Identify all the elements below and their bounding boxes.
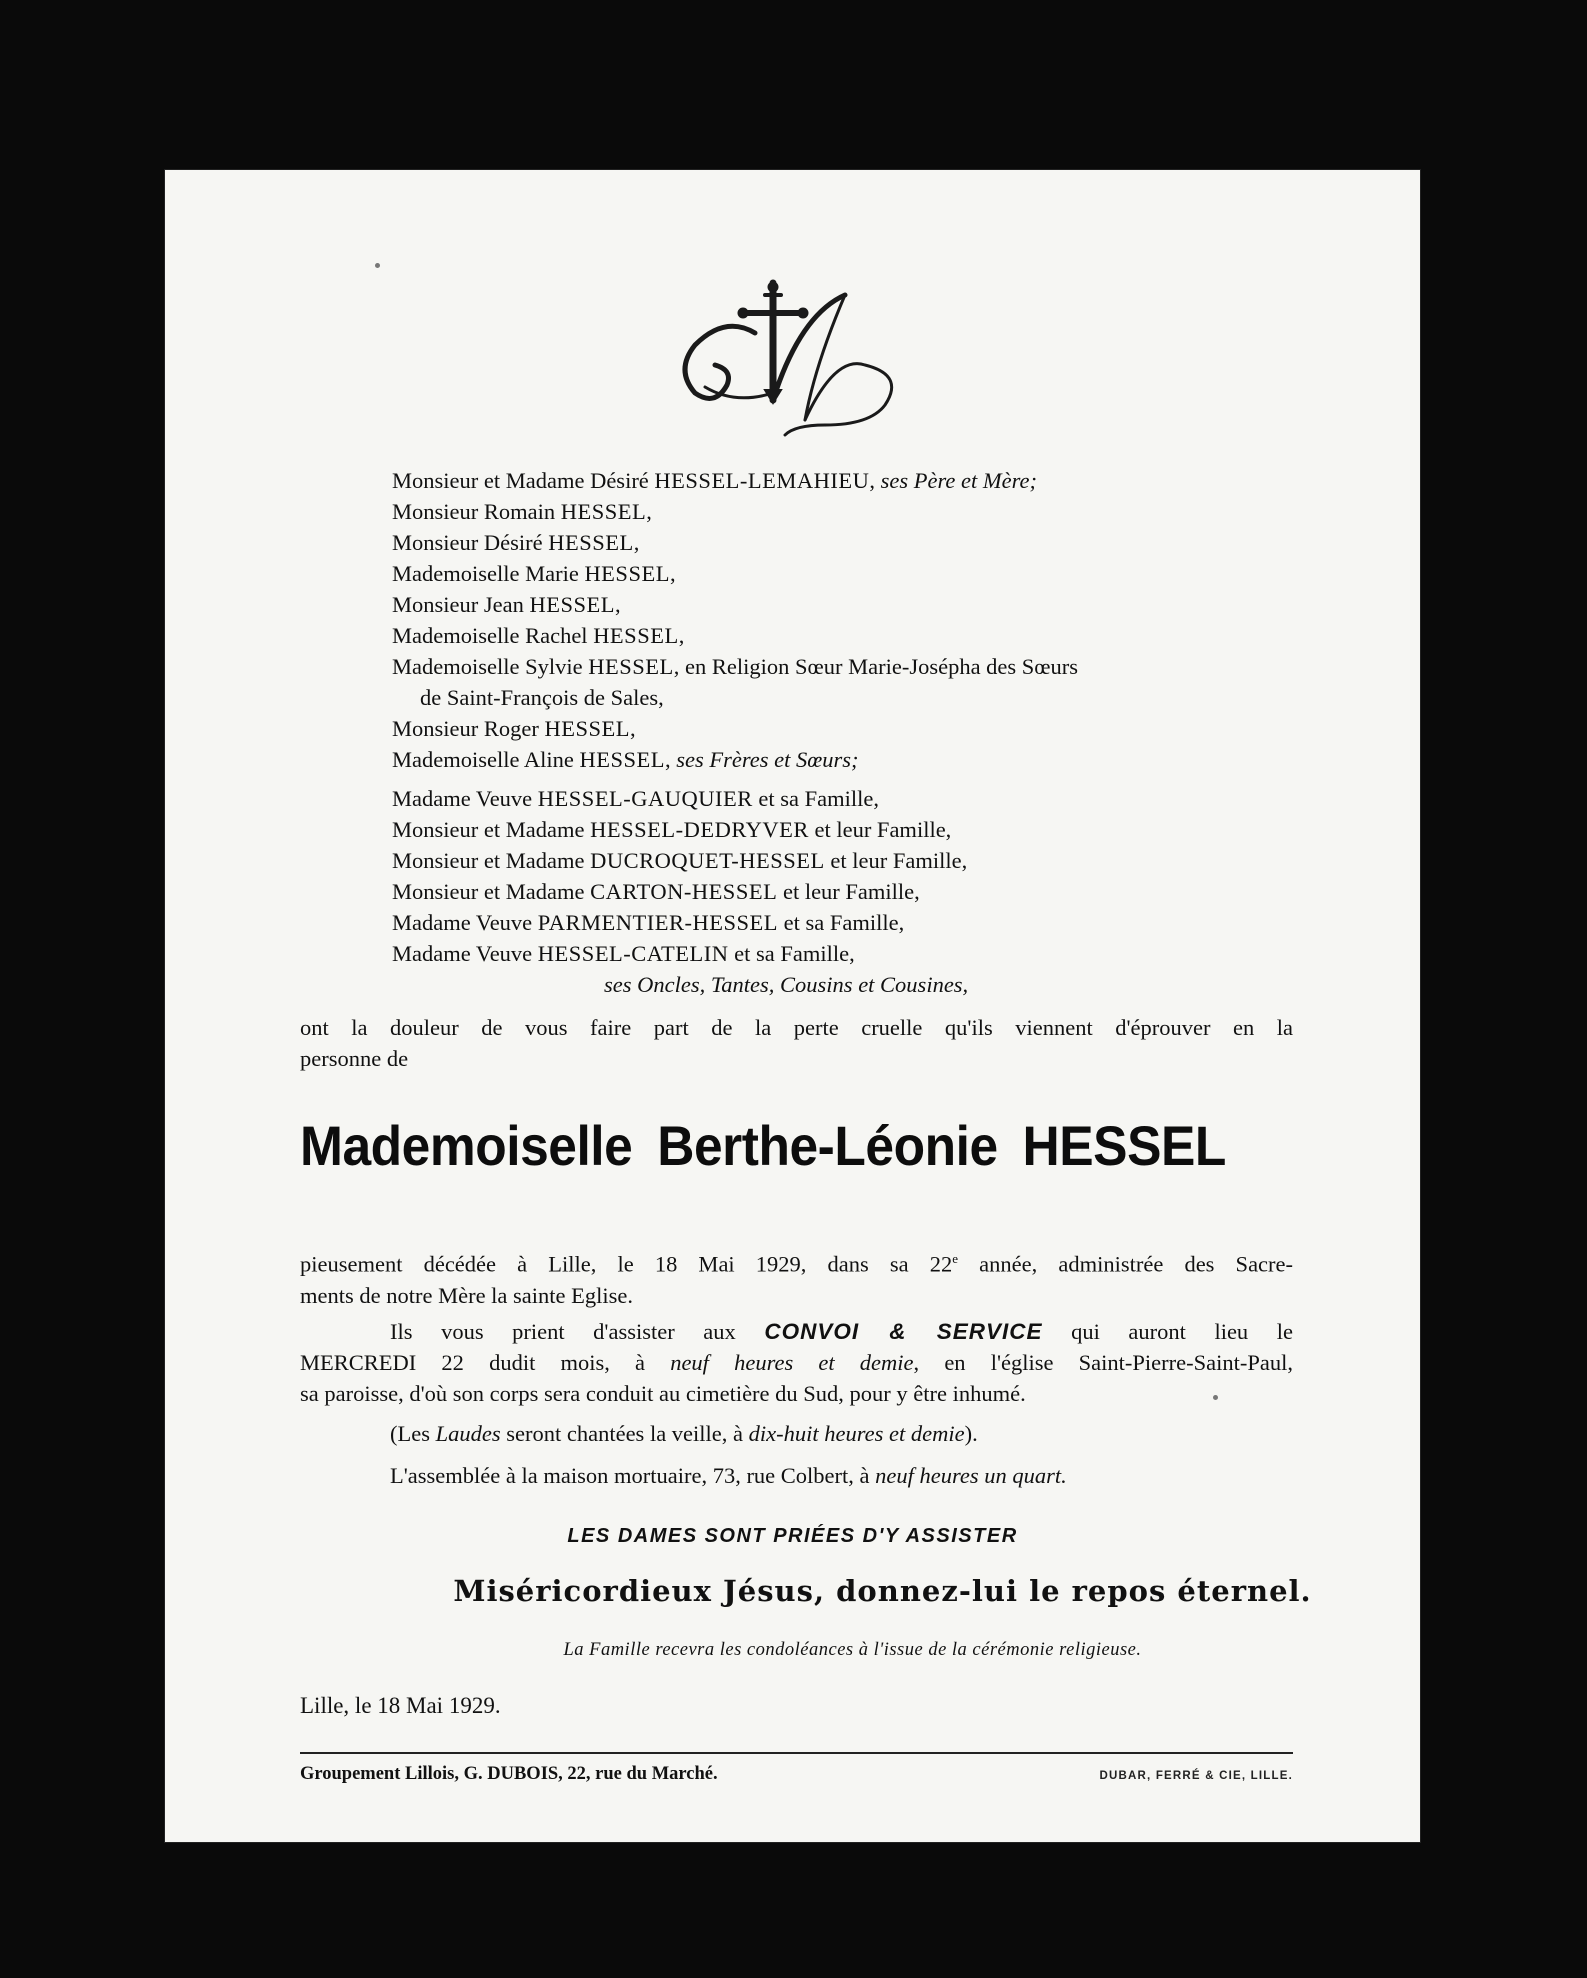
announcement-paragraph [300, 1012, 1293, 1074]
relatives-list [392, 783, 1078, 969]
relative-line [392, 938, 1078, 969]
announcement-line-1: ont la douleur de vous faire part de la perte cruelle qu'ils viennent d'éprouver en la [300, 1015, 1293, 1040]
sibling-line [392, 558, 1078, 589]
person-suffix: et leur Famille, [777, 879, 920, 904]
person-title: Monsieur et Madame [392, 879, 591, 904]
siblings-list [392, 496, 1078, 682]
convoi-service-label: CONVOI & SERVICE [764, 1319, 1043, 1344]
person-suffix: et leur Famille, [824, 848, 968, 873]
deceased-name: Mademoiselle Berthe-Léonie HESSEL [300, 1114, 1226, 1177]
relative-line [392, 783, 1078, 814]
person-title: Monsieur et Madame [392, 817, 591, 842]
service-time: neuf heures et demie [670, 1350, 914, 1375]
service-church: , en l'église Saint-Pierre-Saint-Paul, [913, 1350, 1293, 1375]
person-suffix: , [646, 499, 652, 524]
person-suffix: et leur Famille, [808, 817, 952, 842]
relative-line [392, 876, 1078, 907]
person-surname: HESSEL-GAUQUIER [537, 786, 753, 811]
service-text: Ils vous prient d'assister aux [390, 1319, 765, 1344]
place-date: Lille, le 18 Mai 1929. [300, 1693, 501, 1718]
laudes-word: Laudes [435, 1421, 501, 1446]
person-title: Madame Veuve [392, 910, 538, 935]
siblings-relation: ses Frères et Sœurs; [676, 747, 859, 772]
sibling-line [392, 651, 1078, 682]
laudes-time: dix-huit heures et demie [748, 1421, 965, 1446]
person-suffix: et sa Famille, [728, 941, 855, 966]
separator: , [630, 716, 636, 741]
person-surname: DUCROQUET-HESSEL [590, 848, 825, 873]
laudes-text: (Les [390, 1421, 436, 1446]
laudes-text: seront chantées la veille, à [500, 1421, 749, 1446]
person-title: Madame Veuve [392, 941, 538, 966]
death-line-2: ments de notre Mère la sainte Eglise. [300, 1282, 634, 1308]
relative-line [392, 845, 1078, 876]
separator: , [664, 747, 677, 772]
condolences-line: La Famille recevra les condoléances à l'issue de la cérémonie religieuse. [563, 1640, 1142, 1660]
ordinal-suffix: e [952, 1251, 959, 1266]
cross-monogram-m-icon [665, 275, 925, 445]
sibling-line [392, 527, 1078, 558]
person-suffix: , [615, 592, 621, 617]
ladies-invitation: LES DAMES SONT PRIÉES D'Y ASSISTER [567, 1525, 1018, 1547]
person-title: Monsieur Jean [392, 592, 530, 617]
death-paragraph [300, 1243, 1293, 1311]
person-surname: HESSEL [584, 561, 670, 586]
person-suffix: et sa Famille, [752, 786, 880, 811]
parents-relation: ses Père et Mère; [880, 468, 1038, 493]
relative-line [392, 814, 1078, 845]
person-title: Monsieur et Madame [392, 848, 591, 873]
person-surname: PARMENTIER-HESSEL [537, 910, 778, 935]
sibling-line [392, 496, 1078, 527]
person-surname: HESSEL [560, 499, 647, 524]
person-suffix: , en Religion Sœur Marie-Joséphа des Sœurs [673, 654, 1079, 679]
announcement-line-2: personne de [300, 1046, 409, 1071]
printer-credit: Groupement Lillois, G. DUBOIS, 22, rue du Marché. [300, 1764, 718, 1784]
person-surname: HESSEL [593, 623, 679, 648]
sylvie-continuation: de Saint-François de Sales, [420, 685, 664, 710]
person-surname: HESSEL-CATELIN [537, 941, 729, 966]
aline-title: Mademoiselle Aline [392, 747, 580, 772]
assembly-time: neuf heures un quart. [875, 1463, 1067, 1488]
separator: , [869, 468, 881, 493]
person-suffix: , [669, 561, 676, 586]
assembly-line [390, 1460, 1067, 1491]
assembly-text: L'assemblée à la maison mortuaire, 73, rue Colbert, à [390, 1463, 876, 1488]
person-surname: CARTON-HESSEL [590, 879, 778, 904]
laudes-text: ). [964, 1421, 978, 1446]
burial-line: sa paroisse, d'où son corps sera conduit au cimetière du Sud, pour y être inhumé. [300, 1381, 1026, 1406]
service-date: MERCREDI 22 dudit mois, à [300, 1350, 671, 1375]
sibling-line [392, 620, 1078, 651]
printer-imprint: DUBAR, FERRÉ & CIE, LILLE. [1099, 1770, 1293, 1782]
aline-name: HESSEL [579, 747, 665, 772]
person-surname: HESSEL-DEDRYVER [590, 817, 809, 842]
person-title: Mademoiselle Rachel [392, 623, 594, 648]
service-text: qui auront lieu le [1042, 1319, 1293, 1344]
death-line-1: pieusement décédée à Lille, le 18 Mai 1929, dans sa 22 [300, 1251, 953, 1277]
family-list [392, 465, 1078, 1000]
funeral-notice-sheet [165, 170, 1420, 1842]
service-paragraph [300, 1316, 1293, 1409]
person-suffix: , [678, 623, 685, 648]
death-line-1-end: année, administrée des Sacre- [958, 1251, 1294, 1277]
person-suffix: et sa Famille, [778, 910, 905, 935]
person-title: Monsieur Désiré [392, 530, 549, 555]
person-title: Mademoiselle Marie [392, 561, 585, 586]
parents-line [392, 465, 1078, 496]
roger-name: HESSEL [544, 716, 630, 741]
person-surname: HESSEL [588, 654, 674, 679]
person-surname: HESSEL [529, 592, 615, 617]
person-surname: HESSEL [548, 530, 634, 555]
paper-speck [375, 263, 380, 268]
laudes-line [390, 1418, 978, 1449]
parents-title: Monsieur et Madame Désiré [392, 468, 655, 493]
relative-line [392, 907, 1078, 938]
person-suffix: , [633, 530, 640, 555]
prayer-line: Miséricordieux Jésus, donnez-lui le repos éternel. [453, 1574, 1312, 1608]
parents-name: HESSEL-LEMAHIEU [654, 468, 870, 493]
roger-title: Monsieur Roger [392, 716, 545, 741]
person-title: Madame Veuve [392, 786, 538, 811]
person-title: Mademoiselle Sylvie [392, 654, 589, 679]
sibling-line [392, 589, 1078, 620]
footer-divider [300, 1752, 1293, 1754]
person-title: Monsieur Romain [392, 499, 561, 524]
relatives-relation: ses Oncles, Tantes, Cousins et Cousines, [604, 972, 969, 997]
